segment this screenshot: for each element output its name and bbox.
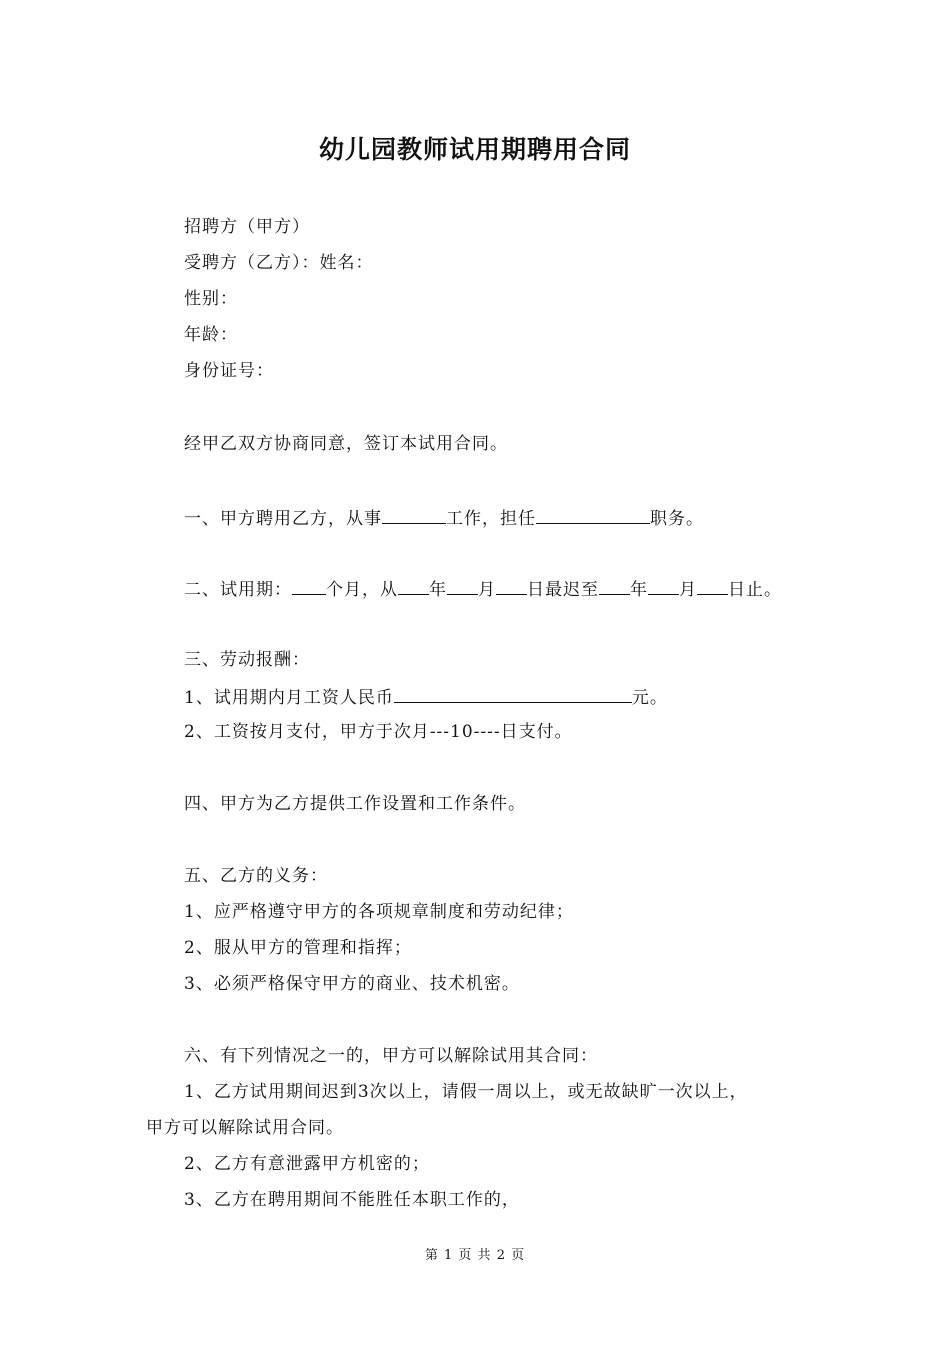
clause-3-item-1-text-a: 1、试用期内月工资人民币: [184, 688, 394, 708]
clause-6-item-2: 2、乙方有意泄露甲方机密的；: [184, 1154, 430, 1174]
start-month-blank: [447, 576, 478, 595]
clause-6-item-1-line-1: 1、乙方试用期间迟到3次以上，请假一周以上，或无故缺旷一次以上，: [184, 1082, 748, 1102]
end-month-blank: [648, 576, 679, 595]
clause-5-item: 1、应严格遵守甲方的各项规章制度和劳动纪律；: [184, 902, 574, 922]
intro-paragraph: 经甲乙双方协商同意，签订本试用合同。: [184, 434, 508, 454]
clause-2-text-c: 年: [429, 580, 447, 600]
end-day-blank: [697, 576, 728, 595]
clause-6-item-3: 3、乙方在聘用期间不能胜任本职工作的，: [184, 1190, 520, 1210]
months-blank: [292, 576, 326, 595]
clause-3-item-1-text-b: 元。: [631, 688, 668, 708]
clause-1-text-b: 工作，担任: [446, 509, 536, 529]
clause-3-item-1: [184, 684, 668, 710]
gender-line: 性别：: [184, 289, 238, 309]
clause-5-heading: 五、乙方的义务：: [184, 866, 328, 886]
clause-2-text-g: 月: [679, 580, 697, 600]
clause-2-text-d: 月: [478, 580, 496, 600]
id-number-line: 身份证号：: [184, 361, 274, 381]
clause-6-item-1-line-2: 甲方可以解除试用合同。: [146, 1118, 344, 1138]
clause-1: [184, 505, 704, 531]
clause-3-heading: 三、劳动报酬：: [184, 650, 310, 670]
page-footer: 第 1 页 共 2 页: [424, 1248, 526, 1263]
position-blank: [536, 505, 650, 524]
clause-1-text-c: 职务。: [650, 509, 704, 529]
clause-5-item: 2、服从甲方的管理和指挥；: [184, 938, 412, 958]
clause-3-item-2: 2、工资按月支付，甲方于次月---10----日支付。: [184, 722, 573, 742]
clause-4: 四、甲方为乙方提供工作设置和工作条件。: [184, 794, 526, 814]
clause-1-text-a: 一、甲方聘用乙方，从事: [184, 509, 382, 529]
clause-2-text-e: 日最迟至: [527, 580, 599, 600]
employee-name-line: 受聘方（乙方）：姓名：: [184, 253, 374, 273]
document-title: 幼儿园教师试用期聘用合同: [318, 135, 631, 164]
end-year-blank: [599, 576, 630, 595]
start-year-blank: [398, 576, 429, 595]
employer-line: 招聘方（甲方）: [184, 217, 310, 237]
clause-2: [184, 576, 782, 602]
clause-2-text-f: 年: [630, 580, 648, 600]
work-type-blank: [382, 505, 446, 524]
salary-blank: [394, 684, 632, 703]
age-line: 年龄：: [184, 325, 238, 345]
start-day-blank: [496, 576, 527, 595]
clause-6-heading: 六、有下列情况之一的，甲方可以解除试用其合同：: [184, 1046, 598, 1066]
clause-2-text-a: 二、试用期：: [184, 580, 292, 600]
clause-2-text-b: 个月，从: [326, 580, 398, 600]
clause-5-item: 3、必须严格保守甲方的商业、技术机密。: [184, 974, 520, 994]
clause-2-text-h: 日止。: [728, 580, 782, 600]
